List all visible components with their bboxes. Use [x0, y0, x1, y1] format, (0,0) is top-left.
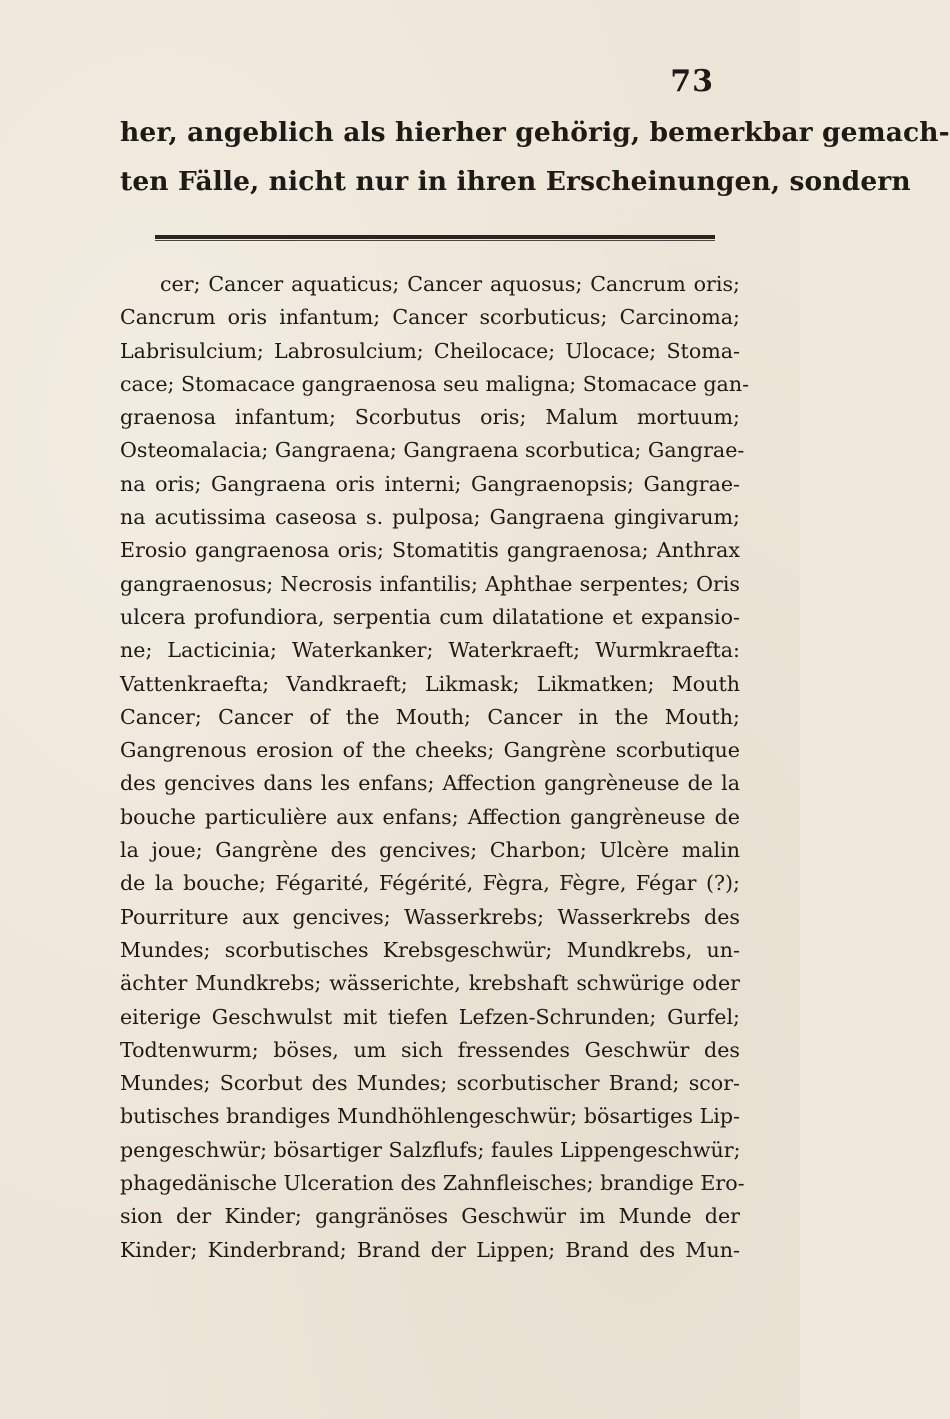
- footnote-line: phagedänische Ulceration des Zahnfleisches; brandige Ero-: [120, 1171, 745, 1196]
- footnote-line: cer; Cancer aquaticus; Cancer aquosus; Cancrum oris;: [160, 272, 740, 296]
- footnote-line: Cancer; Cancer of the Mouth; Cancer in the Mouth;: [120, 704, 740, 729]
- footnote-line: Labrisulcium; Labrosulcium; Cheilocace; Ulocace; Stoma-: [120, 338, 740, 363]
- footnote-line: Vattenkraefta; Vandkraeft; Likmask; Likmatken; Mouth: [120, 671, 740, 696]
- footnote-line: Cancrum oris infantum; Cancer scorbuticus; Carcinoma;: [120, 305, 740, 330]
- footnote-line: Todtenwurm; böses, um sich fressendes Geschwür des: [120, 1037, 740, 1062]
- footnote-line: pengeschwür; bösartiger Salzflufs; faules Lippengeschwür;: [120, 1137, 741, 1162]
- footnote-line: de la bouche; Fégarité, Fégérité, Fègra, Fègre, Fégar (?);: [120, 871, 740, 896]
- footnote-line: ulcera profundiora, serpentia cum dilatatione et expansio-: [120, 604, 740, 629]
- main-text-line: ten Fälle, nicht nur in ihren Erscheinungen, sondern: [120, 166, 911, 197]
- footnote-line: Osteomalacia; Gangraena; Gangraena scorbutica; Gangrae-: [120, 438, 745, 463]
- footnote-line: Mundes; scorbutisches Krebsgeschwür; Mundkrebs, un-: [120, 937, 740, 962]
- footnote-line: eiterige Geschwulst mit tiefen Lefzen-Schrunden; Gurfel;: [120, 1004, 740, 1029]
- footnote-line: ne; Lacticinia; Waterkanker; Waterkraeft; Wurmkraefta:: [120, 638, 740, 663]
- footnote-line: ächter Mundkrebs; wässerichte, krebshaft schwürige oder: [120, 971, 740, 996]
- footnote-line: butisches brandiges Mundhöhlengeschwür; bösartiges Lip-: [120, 1104, 740, 1129]
- footnote-line: Erosio gangraenosa oris; Stomatitis gangraenosa; Anthrax: [120, 538, 740, 563]
- footnote-line: Gangrenous erosion of the cheeks; Gangrène scorbutique: [120, 738, 740, 763]
- footnote-line: Mundes; Scorbut des Mundes; scorbutischer Brand; scor-: [120, 1071, 740, 1096]
- footnote-line: na acutissima caseosa s. pulposa; Gangraena gingivarum;: [120, 505, 740, 530]
- footnote-line: la joue; Gangrène des gencives; Charbon; Ulcère malin: [120, 838, 740, 863]
- footnote-line: bouche particulière aux enfans; Affection gangrèneuse de: [120, 804, 740, 829]
- footnote-line: des gencives dans les enfans; Affection gangrèneuse de la: [120, 771, 740, 796]
- footnote-separator-rule-thin: [155, 240, 715, 241]
- footnote-line: gangraenosus; Necrosis infantilis; Aphthae serpentes; Oris: [120, 571, 740, 596]
- footnote-line: sion der Kinder; gangränöses Geschwür im Munde der: [120, 1204, 740, 1229]
- footnote-line: Kinder; Kinderbrand; Brand der Lippen; Brand des Mun-: [120, 1237, 740, 1262]
- footnote-line: graenosa infantum; Scorbutus oris; Malum mortuum;: [120, 405, 740, 430]
- footnote-line: Pourriture aux gencives; Wasserkrebs; Wasserkrebs des: [120, 904, 740, 929]
- main-text: [120, 108, 950, 206]
- page-number: 73: [670, 64, 714, 99]
- footnote-block: [120, 268, 750, 1267]
- footnote-line: na oris; Gangraena oris interni; Gangraenopsis; Gangrae-: [120, 471, 740, 496]
- footnote-line: cace; Stomacace gangraenosa seu maligna; Stomacace gan-: [120, 371, 750, 396]
- main-text-line: her, angeblich als hierher gehörig, bemerkbar gemach-: [120, 117, 950, 148]
- footnote-separator-rule: [155, 235, 715, 239]
